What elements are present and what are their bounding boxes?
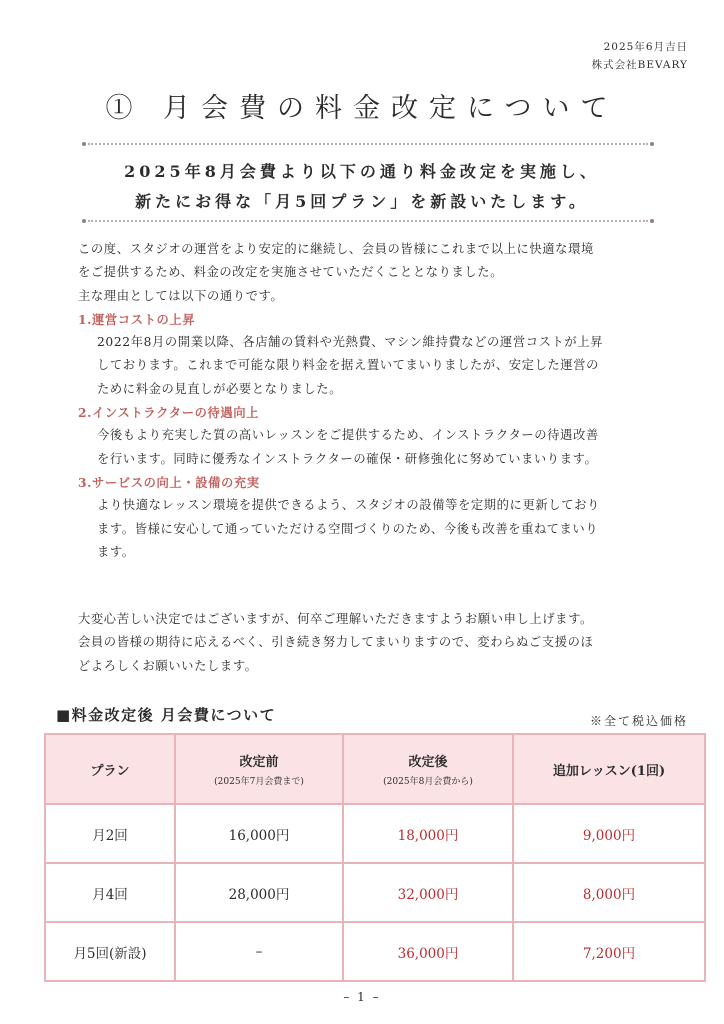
lead-line: 新たにお得な「月5回プラン」を新設いたします。 (135, 192, 589, 211)
bottom-divider (88, 220, 648, 222)
tax-note: ※全て税込価格 (589, 714, 688, 728)
header-plan: プラン (45, 734, 175, 804)
plan-cell: 月2回 (45, 804, 175, 863)
intro-line: をご提供するため、料金の改定を実施させていただくこととなりました。 (78, 265, 504, 280)
section-title: ■料金改定後 月会費について (56, 706, 277, 724)
plan-cell: 月4回 (45, 863, 175, 922)
reason-line: より快適なレッスン環境を提供できるよう、スタジオの設備等を定期的に更新しており (97, 498, 600, 513)
issue-date: 2025年6月吉日 (603, 41, 688, 53)
reason-line: しております。これまで可能な限り料金を据え置いてまいりましたが、安定した運営の (97, 358, 599, 373)
intro-line: この度、スタジオの運営をより安定的に継続し、会員の皆様にこれまで以上に快適な環境 (78, 242, 594, 256)
intro-line: 主な理由としては以下の通りです。 (78, 288, 284, 303)
before-price-cell: – (175, 922, 343, 981)
extra-lesson-cell: 7,200円 (513, 922, 705, 981)
pricing-table (44, 733, 706, 982)
closing-line: どよろしくお願いいたします。 (78, 658, 258, 673)
reason-line: 2022年8月の開業以降、各店舗の賃料や光熱費、マシン維持費などの運営コストが上昇 (97, 335, 604, 350)
table-row (45, 922, 705, 981)
header-before: 改定前 (2025年7月会費まで) (175, 734, 343, 804)
after-price-cell: 18,000円 (343, 804, 513, 863)
document-meta (592, 38, 688, 74)
plan-cell: 月5回(新設) (45, 922, 175, 981)
reason-line: ます。皆様に安心して通っていただける空間づくりのため、今後も改善を重ねてまいり (97, 521, 599, 536)
reason-heading: 3.サービスの向上・設備の充実 (78, 474, 260, 490)
before-price-cell: 28,000円 (175, 863, 343, 922)
reason-heading: 2.インストラクターの待遇向上 (78, 405, 260, 421)
page-number: – 1 – (343, 990, 381, 1004)
reason-line: を行います。同時に優秀なインストラクターの確保・研修強化に努めていまいります。 (97, 451, 598, 466)
closing-line: 大変心苦しい決定ではございますが、何卒ご理解いただきますようお願い申し上げます。 (78, 612, 593, 626)
body-text (78, 238, 678, 564)
header-sub: (2025年7月会費まで) (214, 777, 304, 787)
table-header-row (45, 734, 705, 804)
extra-lesson-cell: 9,000円 (513, 804, 705, 863)
reason-heading: 1.運営コストの上昇 (78, 311, 196, 327)
before-price-cell: 16,000円 (175, 804, 343, 863)
reason-line: ために料金の見直しが必要となりました。 (97, 381, 343, 396)
company-name: 株式会社BEVARY (591, 59, 688, 71)
after-price-cell: 32,000円 (343, 863, 513, 922)
header-extra-lesson: 追加レッスン(1回) (513, 734, 705, 804)
lead-statement (0, 157, 724, 217)
header-sub: (2025年8月会費から) (383, 777, 473, 787)
closing-line: 会員の皆様の期待に応えるべく、引き続き努力してまいりますので、変わらぬご支援のほ (78, 635, 594, 650)
closing-text (78, 608, 678, 678)
top-divider (88, 143, 648, 145)
lead-line: 2025年8月会費より以下の通り料金改定を実施し、 (124, 162, 600, 181)
extra-lesson-cell: 8,000円 (513, 863, 705, 922)
table-row (45, 804, 705, 863)
table-row (45, 863, 705, 922)
header-after: 改定後 (2025年8月会費から) (343, 734, 513, 804)
reason-line: ます。 (97, 544, 135, 559)
after-price-cell: 36,000円 (343, 922, 513, 981)
reason-line: 今後もより充実した質の高いレッスンをご提供するため、インストラクターの待遇改善 (97, 428, 599, 443)
page-title: ① 月会費の料金改定について (105, 93, 619, 124)
